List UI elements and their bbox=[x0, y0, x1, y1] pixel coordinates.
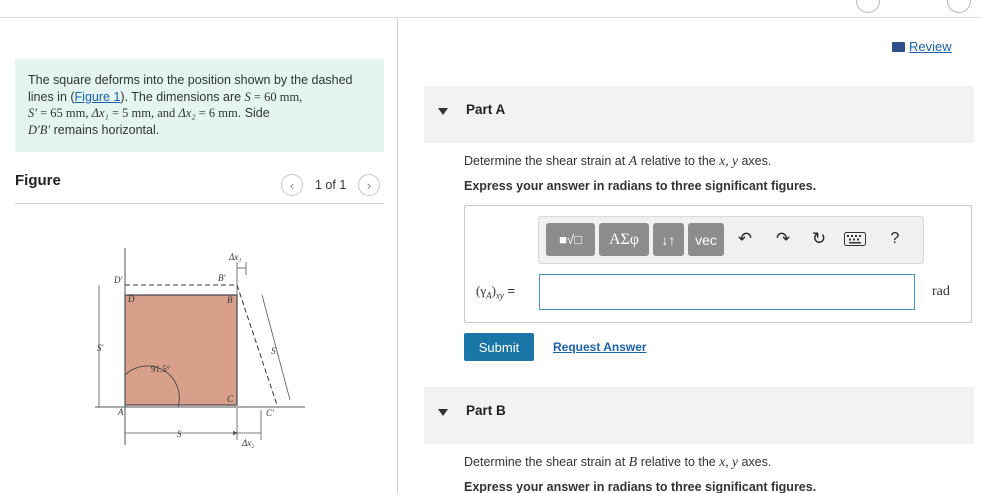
label-s-bottom: S bbox=[177, 429, 182, 439]
review-link[interactable] bbox=[892, 39, 952, 54]
math-symbol: S′ bbox=[28, 106, 37, 120]
question-text: relative to the bbox=[637, 154, 720, 168]
updown-arrows-icon: ↓↑ bbox=[661, 231, 676, 248]
greek-icon: ΑΣφ bbox=[608, 230, 640, 248]
label-b: B bbox=[227, 295, 233, 305]
question-text: Determine the shear strain at bbox=[464, 154, 629, 168]
keyboard-icon bbox=[844, 232, 866, 246]
math-symbol: A bbox=[486, 290, 492, 301]
label-dx1: Δx₁ bbox=[229, 252, 242, 262]
equals-sign: = bbox=[503, 283, 516, 298]
part-b-question bbox=[464, 454, 771, 471]
math-value: = 65 mm, bbox=[36, 106, 92, 120]
math-value: = 5 mm, and bbox=[108, 106, 179, 120]
problem-text: remains horizontal. bbox=[50, 122, 160, 137]
top-nav-button[interactable] bbox=[947, 0, 971, 13]
label-d: D bbox=[128, 294, 135, 304]
collapse-triangle-icon bbox=[438, 409, 448, 416]
question-text: axes. bbox=[737, 154, 772, 168]
deformation-figure bbox=[0, 0, 397, 493]
templates-button[interactable] bbox=[546, 223, 595, 256]
chevron-right-icon: › bbox=[366, 177, 372, 193]
math-symbol: A bbox=[628, 154, 638, 169]
greek-button[interactable] bbox=[599, 223, 649, 256]
label-c-prime: C′ bbox=[266, 408, 274, 418]
request-answer-link[interactable]: Request Answer bbox=[553, 340, 647, 354]
review-label: Review bbox=[909, 39, 952, 54]
vector-button[interactable] bbox=[688, 223, 724, 256]
top-nav-button[interactable] bbox=[856, 0, 880, 13]
math-symbol: S bbox=[244, 89, 251, 104]
unit-label: rad bbox=[932, 284, 950, 299]
label-angle: 91.5° bbox=[151, 364, 171, 374]
problem-text: . Side bbox=[237, 106, 270, 120]
collapse-triangle-icon bbox=[438, 108, 448, 115]
part-b-title: Part B bbox=[466, 403, 506, 418]
part-a-title: Part A bbox=[466, 102, 506, 117]
vec-label: vec bbox=[695, 231, 717, 248]
figure-page-indicator: 1 of 1 bbox=[315, 178, 347, 192]
label-dx2: Δx₂ bbox=[242, 438, 255, 448]
subscript-button[interactable] bbox=[653, 223, 684, 256]
original-square bbox=[125, 295, 237, 405]
question-text: axes. bbox=[737, 455, 772, 469]
math-symbol: ) bbox=[491, 283, 496, 298]
answer-label bbox=[476, 283, 515, 301]
label-a: A bbox=[118, 407, 124, 417]
help-icon: ? bbox=[890, 230, 900, 247]
figure-title: Figure bbox=[15, 172, 61, 189]
part-a-header[interactable] bbox=[424, 86, 974, 143]
part-a-instruction: Express your answer in radians to three significant figures. bbox=[464, 179, 817, 193]
problem-text: lines in ( bbox=[28, 89, 75, 104]
math-symbol: B bbox=[628, 455, 638, 470]
label-d-prime: D′ bbox=[114, 275, 123, 285]
templates-icon: ■√□ bbox=[559, 232, 582, 247]
math-toolbar bbox=[538, 216, 924, 264]
label-b-prime: B′ bbox=[218, 273, 226, 283]
math-symbol: x, y bbox=[719, 454, 738, 469]
math-value: = 6 mm bbox=[195, 106, 238, 120]
label-c: C bbox=[227, 394, 234, 404]
reset-icon[interactable]: ↻ bbox=[811, 229, 827, 248]
figure-link[interactable]: Figure 1 bbox=[74, 89, 121, 104]
pane-divider[interactable] bbox=[397, 18, 398, 493]
math-symbol: D′B′ bbox=[28, 122, 51, 137]
part-a-question bbox=[464, 153, 771, 170]
submit-button[interactable]: Submit bbox=[464, 333, 534, 361]
math-value: = 60 mm, bbox=[250, 89, 303, 104]
math-symbol: xy bbox=[495, 290, 504, 301]
part-b-instruction: Express your answer in radians to three significant figures. bbox=[464, 480, 817, 493]
undo-icon[interactable]: ↶ bbox=[737, 229, 753, 248]
math-symbol: Δx₁ bbox=[91, 106, 109, 120]
math-symbol: x, y bbox=[719, 153, 738, 168]
chevron-left-icon: ‹ bbox=[289, 177, 295, 193]
question-text: relative to the bbox=[637, 455, 720, 469]
keyboard-button[interactable] bbox=[843, 227, 867, 251]
part-b-header[interactable] bbox=[424, 387, 974, 444]
answer-input[interactable] bbox=[539, 274, 915, 310]
math-symbol: (γ bbox=[476, 283, 487, 298]
problem-text: The square deforms into the position shown by the dashed bbox=[28, 73, 353, 87]
dimension-s-right bbox=[262, 295, 290, 400]
help-button[interactable] bbox=[883, 227, 907, 251]
problem-text: ). The dimensions are bbox=[120, 89, 245, 104]
question-text: Determine the shear strain at bbox=[464, 455, 629, 469]
math-symbol: Δx₂ bbox=[178, 106, 196, 120]
label-s-prime: S′ bbox=[97, 343, 104, 353]
label-s-right: S bbox=[271, 346, 276, 356]
book-icon bbox=[892, 42, 905, 52]
redo-icon[interactable]: ↷ bbox=[775, 229, 791, 248]
